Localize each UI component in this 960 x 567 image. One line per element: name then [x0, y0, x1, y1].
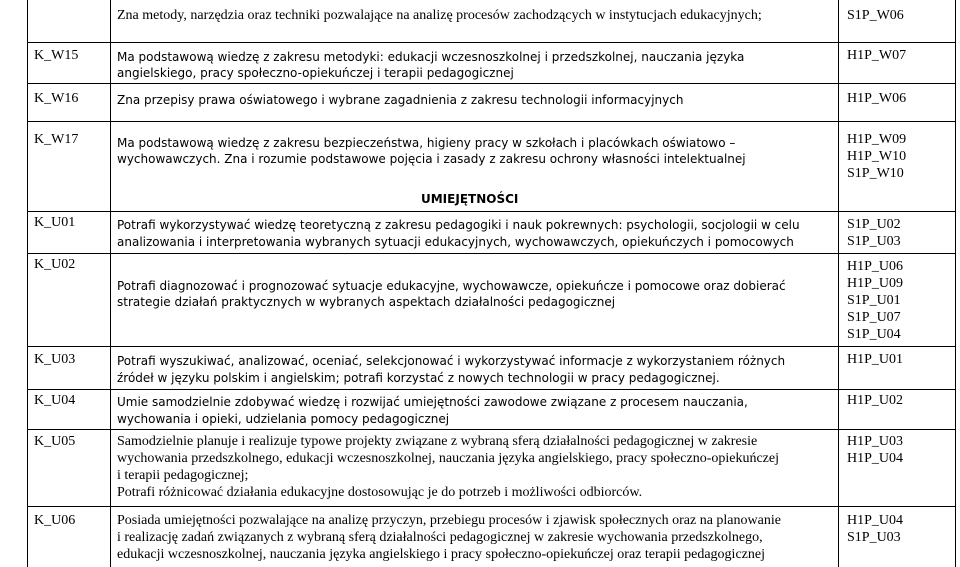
outcome-reference: S1P_U02 — [847, 217, 901, 232]
row-divider — [27, 506, 956, 507]
outcome-description: źródeł w języku polskim i angielskim; potrafi korzystać z nowych technologii w pracy pedagogicznej. — [117, 371, 720, 385]
outcome-description: Posiada umiejętności pozwalające na analizę przyczyn, przebiegu procesów i zjawisk społecznych oraz na planowanie — [117, 513, 781, 528]
outcome-reference: H1P_U04 — [847, 513, 904, 528]
table-border-right — [955, 0, 956, 567]
outcome-code: K_U05 — [34, 434, 76, 449]
row-divider — [27, 253, 956, 254]
outcome-code: K_W16 — [34, 91, 79, 106]
row-divider — [27, 42, 956, 43]
outcome-description: wychowania przedszkolnego, edukacji wczesnoszkolnej, nauczania języka angielskiego, pracy społeczno-opiekuńczej — [117, 451, 779, 466]
outcome-reference: S1P_U04 — [847, 327, 901, 342]
outcome-reference: S1P_W06 — [847, 8, 904, 23]
outcome-reference: S1P_U07 — [847, 310, 901, 325]
table-border-left — [27, 0, 28, 567]
outcome-reference: S1P_U03 — [847, 234, 901, 249]
outcome-reference: H1P_U06 — [847, 259, 904, 274]
outcome-code: K_W17 — [34, 132, 79, 147]
column-divider-refs — [838, 0, 839, 567]
outcome-description: Ma podstawową wiedzę z zakresu metodyki: edukacji wczesnoszkolnej i przedszkolnej, nauczania języka — [117, 50, 745, 64]
outcome-description: Potrafi wykorzystywać wiedzę teoretyczną z zakresu pedagogiki i nauk pokrewnych: psychologii, socjologii w celu — [117, 218, 800, 232]
outcome-description: i terapii pedagogicznej; — [117, 468, 249, 483]
outcome-description: i realizację zadań związanych z wybraną sferą działalności pedagogicznej w zakresie wychowania przedszkolnego, — [117, 530, 763, 545]
outcome-description: wychowawczych. Zna i rozumie podstawowe pojęcia i zasady z zakresu ochrony własności intelektualnej — [117, 152, 746, 166]
outcome-reference: H1P_W09 — [847, 132, 907, 147]
outcome-code: K_U06 — [34, 513, 76, 528]
row-divider — [27, 121, 956, 122]
outcome-reference: H1P_W10 — [847, 149, 907, 164]
row-divider — [27, 83, 956, 84]
outcome-code: K_U01 — [34, 215, 76, 230]
outcome-reference: H1P_W06 — [847, 91, 907, 106]
outcome-reference: S1P_U01 — [847, 293, 901, 308]
outcome-code: K_U02 — [34, 257, 76, 272]
outcome-reference: S1P_U03 — [847, 530, 901, 545]
outcome-reference: S1P_W10 — [847, 166, 904, 181]
outcome-code: K_U04 — [34, 393, 76, 408]
outcome-description: analizowania i interpretowania wybranych sytuacji edukacyjnych, wychowawczych, opiekuńczych i pomocowych — [117, 235, 794, 249]
outcome-description: wychowania i opieki, udzielania pomocy pedagogicznej — [117, 412, 450, 426]
outcome-reference: H1P_U09 — [847, 276, 904, 291]
row-divider — [27, 211, 956, 212]
outcome-description: strategie działań praktycznych w wybranych aspektach działalności pedagogicznej — [117, 295, 616, 309]
outcome-reference: H1P_U04 — [847, 451, 904, 466]
outcome-reference: H1P_W07 — [847, 48, 907, 63]
column-divider-code — [110, 0, 111, 567]
row-divider — [27, 389, 956, 390]
outcome-description: Potrafi różnicować działania edukacyjne dostosowując je do potrzeb i możliwości odbiorców. — [117, 485, 643, 500]
outcome-description: Potrafi wyszukiwać, analizować, oceniać, selekcjonować i wykorzystywać informacje z wykorzystaniem różnych — [117, 354, 786, 368]
section-heading: UMIEJĘTNOŚCI — [421, 192, 519, 206]
outcome-description: Zna przepisy prawa oświatowego i wybrane zagadnienia z zakresu technologii informacyjnych — [117, 93, 684, 107]
outcome-code: K_W15 — [34, 48, 79, 63]
outcome-description: Samodzielnie planuje i realizuje typowe projekty związane z wybraną sferą działalności pedagogicznej w zakresie — [117, 434, 758, 449]
outcome-description: Potrafi diagnozować i prognozować sytuacje edukacyjne, wychowawcze, opiekuńcze i pomocowe oraz dobierać — [117, 279, 786, 293]
outcome-description: Ma podstawową wiedzę z zakresu bezpieczeństwa, higieny pracy w szkołach i placówkach oświatowo – — [117, 136, 736, 150]
outcome-description: Zna metody, narzędzia oraz techniki pozwalające na analizę procesów zachodzących w instytucjach edukacyjnych; — [117, 8, 762, 23]
outcome-description: angielskiego, pracy społeczno-opiekuńczej i terapii pedagogicznej — [117, 66, 514, 80]
row-divider — [27, 346, 956, 347]
row-divider — [27, 429, 956, 430]
outcome-reference: H1P_U01 — [847, 352, 904, 367]
outcome-description: edukacji wczesnoszkolnej, nauczania języka angielskiego i pracy społeczno-opiekuńczej oraz terapii pedagogicznej — [117, 547, 765, 562]
outcome-reference: H1P_U02 — [847, 393, 904, 408]
outcome-code: K_U03 — [34, 352, 76, 367]
outcome-reference: H1P_U03 — [847, 434, 904, 449]
outcome-description: Umie samodzielnie zdobywać wiedzę i rozwijać umiejętności zawodowe związane z procesem nauczania, — [117, 395, 748, 409]
